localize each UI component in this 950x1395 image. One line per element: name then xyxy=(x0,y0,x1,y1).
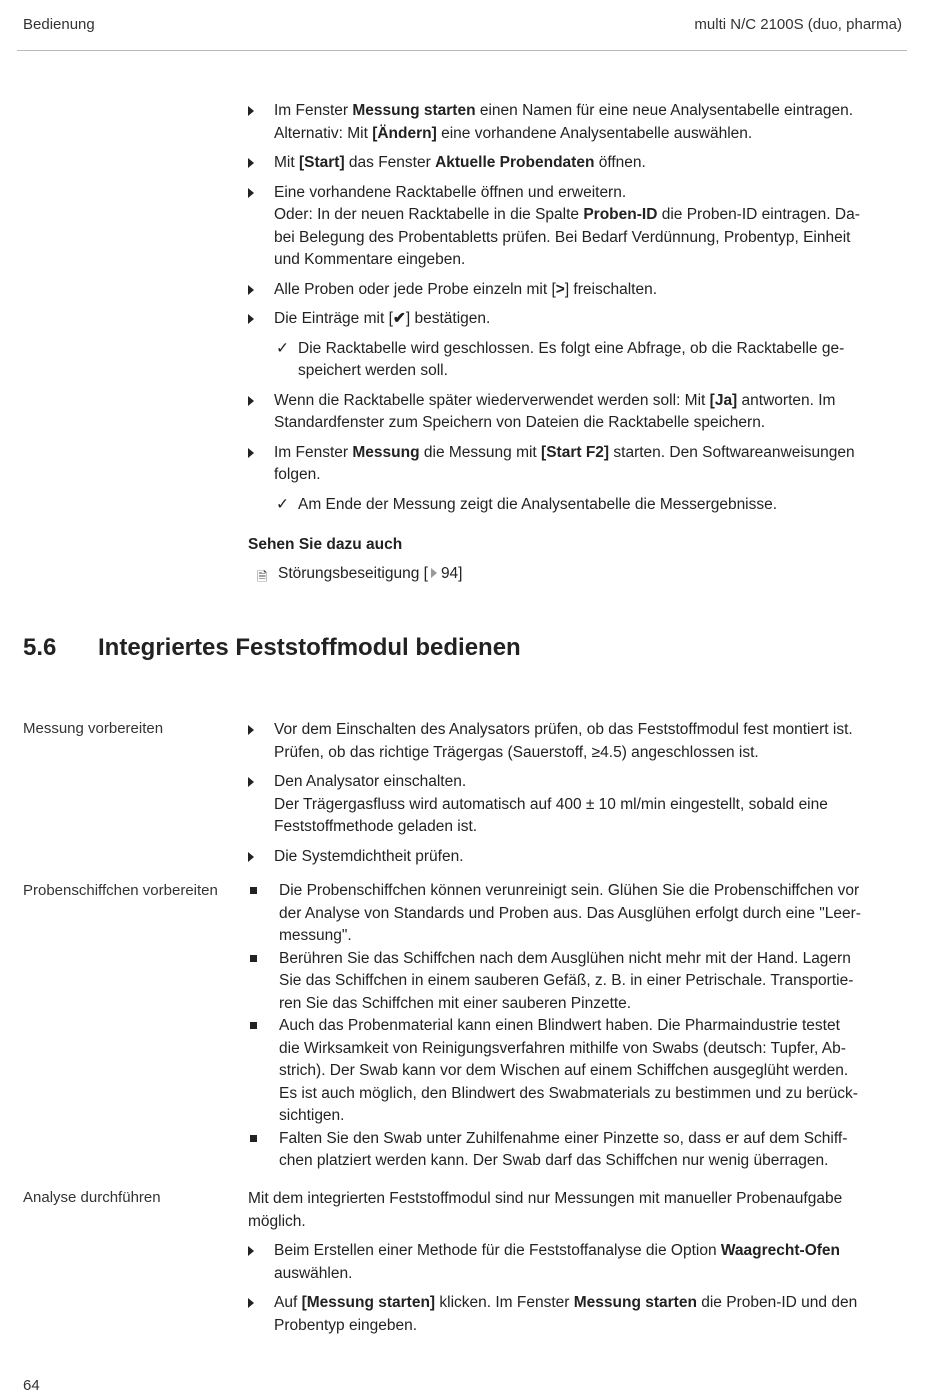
bullet-item xyxy=(248,948,903,1016)
step-text: Vor dem Einschalten des Analysators prüfen, ob das Feststoffmodul fest montiert ist. xyxy=(274,721,853,738)
step-text: Die Einträge mit [ xyxy=(274,310,393,327)
bullet-text: Auch das Probenmaterial kann einen Blindwert haben. Die Pharmaindustrie testet xyxy=(279,1017,840,1034)
step-item xyxy=(248,719,903,764)
result-text: Am Ende der Messung zeigt die Analysentabelle die Messergebnisse. xyxy=(298,495,778,513)
square-bullet-icon xyxy=(250,955,257,962)
step-item xyxy=(248,279,903,302)
step-text: eine vorhandene Analysentabelle auswählen. xyxy=(436,124,753,142)
ui-term: [Start] xyxy=(298,154,345,171)
procedure-block-1 xyxy=(248,100,903,585)
bullet-text: der Analyse von Standards und Proben aus. Das Ausglühen erfolgt durch eine "Leer- xyxy=(279,904,861,922)
triangle-bullet-icon xyxy=(248,152,268,176)
step-item xyxy=(248,390,903,435)
step-text: Im Fenster xyxy=(274,443,353,461)
step-text: Oder: In der neuen Racktabelle in die Spalte xyxy=(274,206,584,223)
bullet-item xyxy=(248,1128,903,1173)
bullet-text: strich). Der Swab kann vor dem Wischen auf einem Schiffchen ausgeglüht werden. xyxy=(279,1062,849,1079)
triangle-bullet-icon xyxy=(248,279,268,303)
section-title: Integriertes Feststoffmodul bedienen xyxy=(98,634,521,661)
step-text: ] bestätigen. xyxy=(405,310,491,327)
boats-block xyxy=(248,880,903,1173)
see-also-page-ref[interactable]: 94] xyxy=(440,564,463,582)
bullet-text: ren Sie das Schiffchen mit einer sauberen Pinzette. xyxy=(279,994,632,1012)
bullet-text: Falten Sie den Swab unter Zuhilfenahme einer Pinzette so, dass er auf dem Schiff- xyxy=(279,1129,848,1147)
ui-term: [Start F2] xyxy=(541,443,610,461)
see-also-heading: Sehen Sie dazu auch xyxy=(248,536,403,553)
bullet-text: chen platziert werden kann. Der Swab darf das Schiffchen nur wenig überragen. xyxy=(279,1152,829,1169)
triangle-bullet-icon xyxy=(248,1292,268,1316)
side-label-analysis: Analyse durchführen xyxy=(23,1189,161,1206)
step-text: Alle Proben oder jede Probe einzeln mit [ xyxy=(274,280,556,298)
bullet-text: messung". xyxy=(279,927,352,944)
bullet-text: die Wirksamkeit von Reinigungsverfahren mithilfe von Swabs (deutsch: Tupfer, Ab- xyxy=(279,1039,846,1057)
prepare-block xyxy=(248,719,903,875)
intro-text: Mit dem integrierten Feststoffmodul sind nur Messungen mit manueller Probenaufgabe xyxy=(248,1190,843,1207)
side-label-prepare: Messung vorbereiten xyxy=(23,720,164,737)
side-label-boats: Probenschiffchen vorbereiten xyxy=(23,882,218,899)
bullet-item xyxy=(248,880,903,948)
triangle-bullet-icon xyxy=(248,390,268,414)
triangle-bullet-icon xyxy=(248,308,268,332)
section-number: 5.6 xyxy=(23,634,57,661)
page-number: 64 xyxy=(23,1377,40,1394)
step-text: die Proben-ID eintragen. Da- xyxy=(657,206,860,223)
step-item xyxy=(248,182,903,272)
step-text: Prüfen, ob das richtige Trägergas (Sauerstoff, ≥4.5) angeschlossen ist. xyxy=(274,743,759,761)
bullet-text: Es ist auch möglich, den Blindwert des Swabmaterials zu bestimmen und zu berück- xyxy=(279,1084,858,1102)
step-text: und Kommentare eingeben. xyxy=(274,251,466,268)
square-bullet-icon xyxy=(250,887,257,894)
step-text: Eine vorhandene Racktabelle öffnen und erweitern. xyxy=(274,183,627,201)
result-text: Die Racktabelle wird geschlossen. Es folgt eine Abfrage, ob die Racktabelle ge- xyxy=(298,339,845,357)
analysis-block xyxy=(248,1188,903,1344)
triangle-bullet-icon xyxy=(248,719,268,743)
step-text: Wenn die Racktabelle später wiederverwendet werden soll: Mit xyxy=(274,391,710,409)
see-also-link-text[interactable]: Störungsbeseitigung [ xyxy=(278,564,428,582)
step-text: das Fenster xyxy=(344,154,436,171)
ui-term: Proben-ID xyxy=(583,206,658,223)
step-text: Standardfenster zum Speichern von Dateien die Racktabelle speichern. xyxy=(274,414,766,431)
step-text: bei Belegung des Probentabletts prüfen. Bei Bedarf Verdünnung, Probentyp, Einheit xyxy=(274,228,851,246)
result-text: speichert werden soll. xyxy=(298,362,448,379)
step-text: Im Fenster xyxy=(274,102,353,119)
step-text: Feststoffmethode geladen ist. xyxy=(274,818,478,835)
ui-term: Messung starten xyxy=(573,1294,697,1311)
document-icon: 🗎 xyxy=(257,568,268,584)
running-header-product: multi N/C 2100S (duo, pharma) xyxy=(694,16,902,33)
check-icon: ✓ xyxy=(276,495,289,513)
square-bullet-icon xyxy=(250,1022,257,1029)
triangle-bullet-icon xyxy=(248,771,268,795)
step-text: auswählen. xyxy=(274,1264,353,1282)
step-text: Probentyp eingeben. xyxy=(274,1316,418,1334)
step-item xyxy=(248,308,903,331)
intro-text: möglich. xyxy=(248,1212,306,1230)
header-divider xyxy=(17,50,907,51)
see-also-link[interactable] xyxy=(248,563,903,586)
square-bullet-icon xyxy=(250,1135,257,1142)
ui-term: [Ja] xyxy=(709,391,738,409)
step-text: folgen. xyxy=(274,466,321,483)
step-text: antworten. Im xyxy=(737,391,836,409)
bullet-text: Sie das Schiffchen in einem sauberen Gefäß, z. B. in einer Petrischale. Transportie- xyxy=(279,972,854,989)
step-item xyxy=(248,442,903,487)
triangle-bullet-icon xyxy=(248,442,268,466)
triangle-bullet-icon xyxy=(248,182,268,206)
step-item xyxy=(248,1240,903,1285)
step-text: einen Namen für eine neue Analysentabelle eintragen. xyxy=(475,102,853,119)
ui-term: Messung xyxy=(352,443,420,461)
analysis-intro xyxy=(248,1188,903,1233)
step-item xyxy=(248,771,903,839)
step-item xyxy=(248,152,903,175)
step-item xyxy=(248,846,903,869)
step-text: Beim Erstellen einer Methode für die Feststoffanalyse die Option xyxy=(274,1242,721,1259)
ui-term: Waagrecht-Ofen xyxy=(720,1242,841,1259)
checkmark-button-icon: ✔ xyxy=(392,310,406,327)
triangle-bullet-icon xyxy=(248,100,268,124)
page-arrow-icon xyxy=(431,568,437,578)
step-text: Mit xyxy=(274,154,299,171)
step-item xyxy=(248,100,903,145)
step-text: die Messung mit xyxy=(419,443,542,461)
step-text: klicken. Im Fenster xyxy=(435,1294,574,1311)
step-text: Auf xyxy=(274,1294,302,1311)
step-text: die Proben-ID und den xyxy=(696,1294,858,1311)
result-item xyxy=(248,494,903,517)
result-item xyxy=(248,338,903,383)
bullet-text: Die Probenschiffchen können verunreinigt sein. Glühen Sie die Probenschiffchen vor xyxy=(279,882,860,899)
ui-term: [Ändern] xyxy=(372,124,437,142)
ui-term: [Messung starten] xyxy=(301,1294,436,1311)
ui-term: Aktuelle Probendaten xyxy=(435,154,595,171)
step-text: Den Analysator einschalten. xyxy=(274,773,467,790)
step-text: Der Trägergasfluss wird automatisch auf 400 ± 10 ml/min eingestellt, sobald eine xyxy=(274,795,828,813)
ui-term: Messung starten xyxy=(352,102,476,119)
bullet-text: sichtigen. xyxy=(279,1107,345,1124)
running-header-chapter: Bedienung xyxy=(23,16,95,33)
triangle-bullet-icon xyxy=(248,1240,268,1264)
step-text: ] freischalten. xyxy=(564,280,657,298)
step-text: starten. Den Softwareanweisungen xyxy=(609,443,855,461)
step-item xyxy=(248,1292,903,1337)
step-text: öffnen. xyxy=(594,154,646,171)
step-text: Alternativ: Mit xyxy=(274,124,373,142)
ui-term: > xyxy=(555,280,565,298)
bullet-text: Berühren Sie das Schiffchen nach dem Ausglühen nicht mehr mit der Hand. Lagern xyxy=(279,949,851,967)
check-icon: ✓ xyxy=(276,339,289,357)
triangle-bullet-icon xyxy=(248,846,268,870)
bullet-item xyxy=(248,1015,903,1128)
step-text: Die Systemdichtheit prüfen. xyxy=(274,847,464,865)
